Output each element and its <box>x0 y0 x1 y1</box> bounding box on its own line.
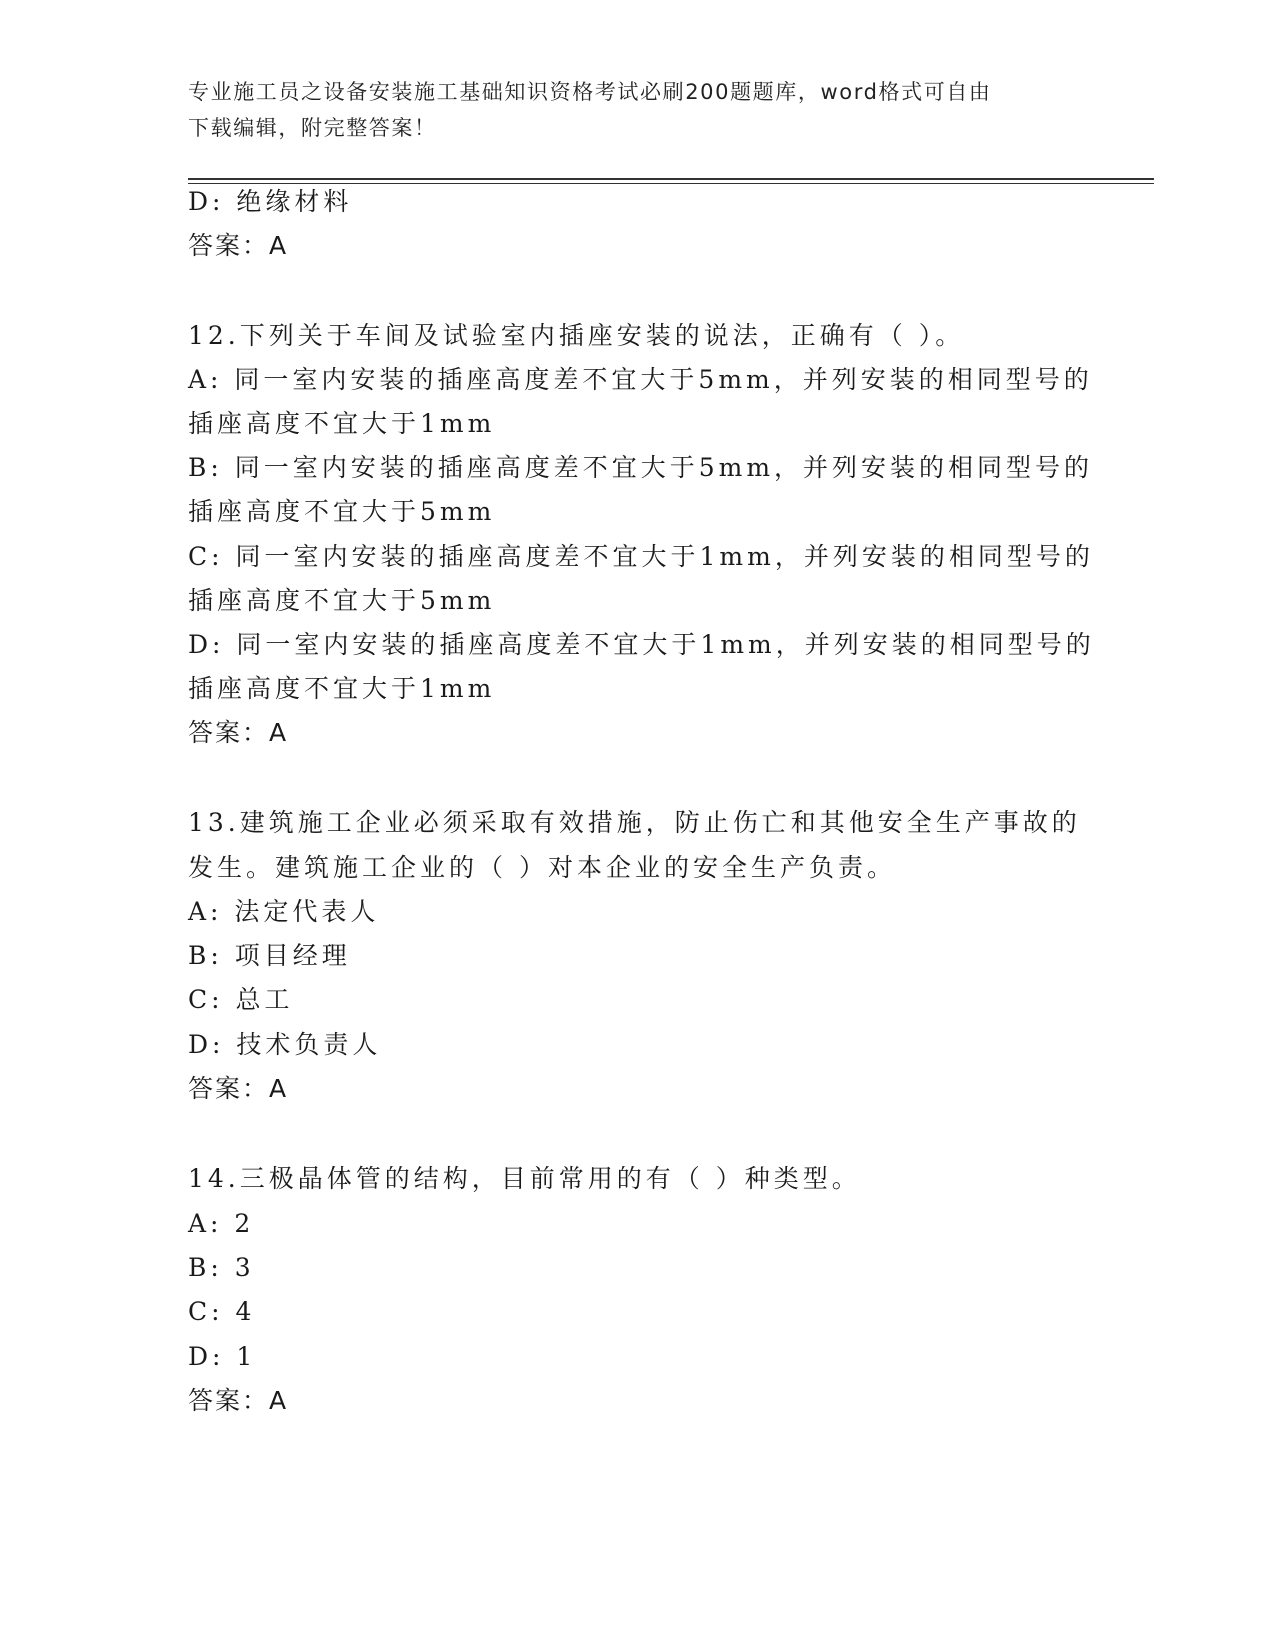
q12-option-a-line1: A: 同一室内安装的插座高度差不宜大于5mm，并列安装的相同型号的 <box>188 365 1093 394</box>
q13-option-d: D: 技术负责人 <box>188 1030 382 1059</box>
header-rule-thin <box>188 183 1154 184</box>
header-line-2: 下载编辑，附完整答案！ <box>188 116 437 140</box>
q12-option-c-line2: 插座高度不宜大于5mm <box>188 586 496 615</box>
header-line-1: 专业施工员之设备安装施工基础知识资格考试必刷200题题库，word格式可自由 <box>188 80 992 104</box>
q13-option-b: B: 项目经理 <box>188 941 351 970</box>
q12-answer: 答案：A <box>188 718 289 747</box>
q12-stem: 12.下列关于车间及试验室内插座安装的说法，正确有（ ）。 <box>188 321 965 350</box>
q13-answer: 答案：A <box>188 1074 289 1103</box>
prev-option-d: D: 绝缘材料 <box>188 187 353 216</box>
q13-option-c: C: 总工 <box>188 985 294 1014</box>
q13-stem-line2: 发生。建筑施工企业的（ ）对本企业的安全生产负责。 <box>188 853 896 882</box>
q12-option-b-line1: B: 同一室内安装的插座高度差不宜大于5mm，并列安装的相同型号的 <box>188 453 1094 482</box>
header-rule-thick <box>188 178 1154 180</box>
q12-option-d-line1: D: 同一室内安装的插座高度差不宜大于1mm，并列安装的相同型号的 <box>188 630 1095 659</box>
prev-answer: 答案：A <box>188 231 289 260</box>
q12-option-d-line2: 插座高度不宜大于1mm <box>188 674 496 703</box>
q14-option-d: D: 1 <box>188 1342 257 1371</box>
q14-stem: 14.三极晶体管的结构，目前常用的有（ ）种类型。 <box>188 1164 861 1193</box>
q13-option-a: A: 法定代表人 <box>188 897 380 926</box>
q12-option-b-line2: 插座高度不宜大于5mm <box>188 497 496 526</box>
q14-option-b: B: 3 <box>188 1253 255 1282</box>
q14-answer: 答案：A <box>188 1386 289 1415</box>
q12-option-c-line1: C: 同一室内安装的插座高度差不宜大于1mm，并列安装的相同型号的 <box>188 542 1094 571</box>
q13-stem-line1: 13.建筑施工企业必须采取有效措施，防止伤亡和其他安全生产事故的 <box>188 808 1081 837</box>
document-header <box>188 74 1088 146</box>
q14-option-c: C: 4 <box>188 1297 256 1326</box>
q14-option-a: A: 2 <box>188 1209 255 1238</box>
q12-option-a-line2: 插座高度不宜大于1mm <box>188 409 496 438</box>
